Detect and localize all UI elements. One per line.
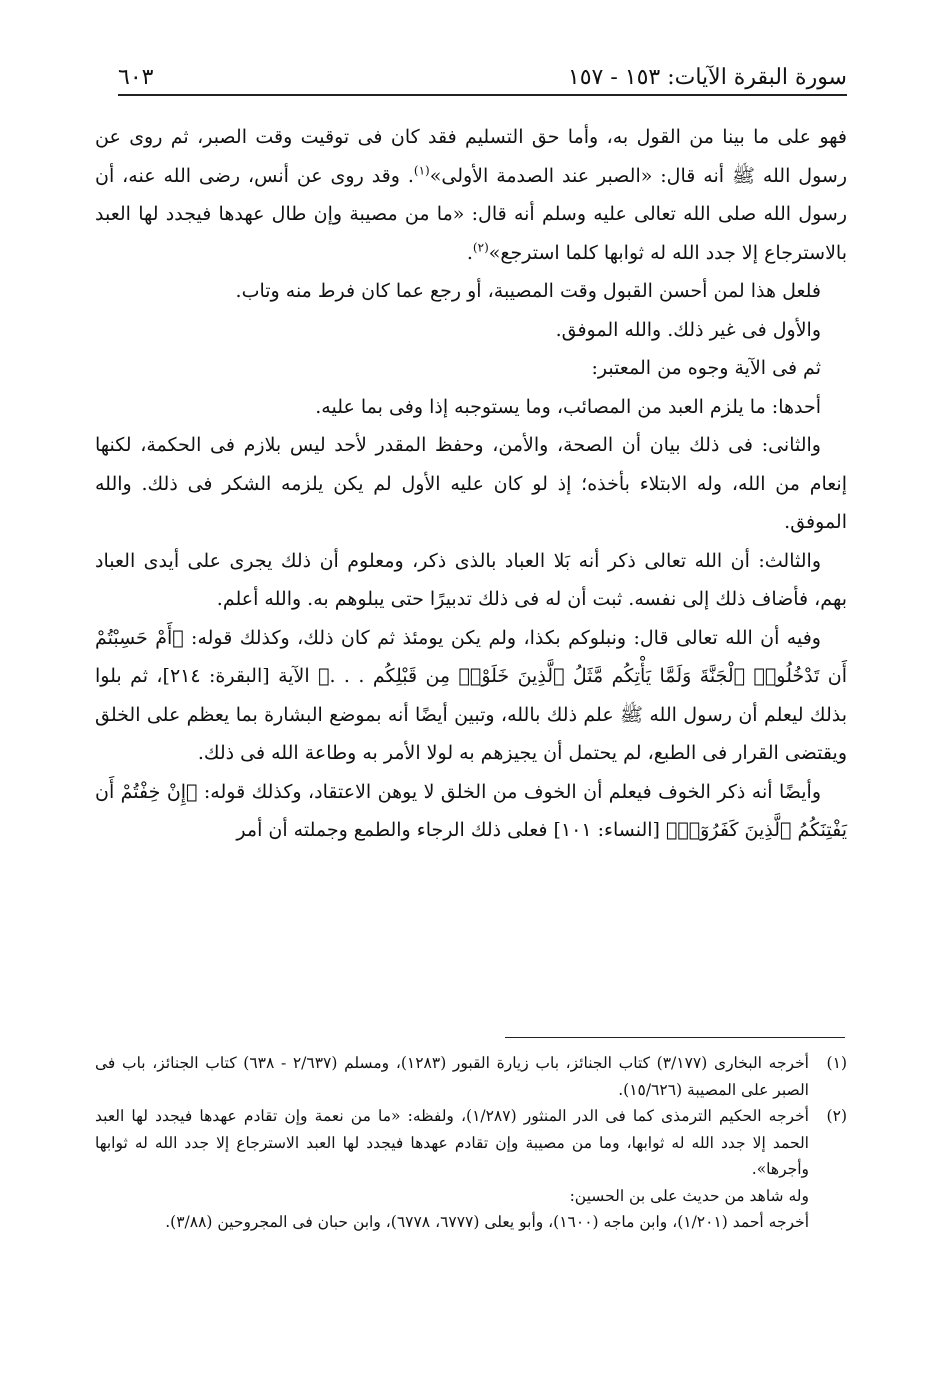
quran-verse-baqarah-214: ﴿أَمْ حَسِبْتُمْ أَن تَدْخُلُوا۟ ٱلْجَنَّةَ وَلَمَّا يَأْتِكُم مَّثَلُ ٱلَّذِينَ خَلَوْا۟ مِن قَبْلِكُم . . .﴾: [95, 626, 848, 687]
paragraph-9-rest: [النساء: ١٠١] فعلى ذلك الرجاء والطمع وجملته أن أمر: [236, 819, 666, 841]
quran-verse-nisa-101: ﴿إِنْ خِفْتُمْ أَن يَفْتِنَكُمُ ٱلَّذِينَ كَفَرُوٓا۟﴾: [95, 780, 847, 841]
footnotes: [95, 1050, 847, 1236]
paragraph-6: والثانى: فى ذلك بيان أن الصحة، والأمن، وحفظ المقدر لأحد ليس بلازم فى الحكمة، لكنها إنعام من الله، وله الابتلاء بأخذه؛ إذ لو كان عليه الأول لم يكن يلزمه الشكر فى ذلك. والله الموفق.: [95, 434, 847, 533]
paragraph-9: [95, 773, 847, 850]
paragraph-8: [95, 619, 847, 773]
footnote-2-text: أخرجه الحكيم الترمذى كما فى الدر المنثور (١/٢٨٧)، ولفظه: «ما من نعمة وإن تقادم عهدها فيجدد لها العبد الحمد إلا جدد الله له ثوابها، وما من مصيبة وإن تقادم عهدها فيجدد لها العبد الاسترجاع إلا جدد الله له ثوابها وأجرها».: [95, 1107, 809, 1178]
paragraph-4: ثم فى الآية وجوه من المعتبر:: [591, 357, 821, 379]
paragraph-3: والأول فى غير ذلك. والله الموفق.: [555, 318, 821, 341]
footnote-2-number: (٢): [826, 1107, 847, 1125]
footnote-ref-2[interactable]: (٢): [472, 240, 489, 255]
footnote-ref-1[interactable]: (١): [413, 163, 430, 178]
footnote-2-witness: وله شاهد من حديث على بن الحسين:: [569, 1186, 809, 1205]
running-header: [118, 52, 847, 96]
page-number: ٦٠٣: [118, 65, 154, 90]
paragraph-1-rest: . وقد روى عن أنس، رضى الله عنه، أن رسول الله صلى الله تعالى عليه وسلم أنه قال: «ما من مصيبة وإن طال عهدها فيجدد لها العبد بالاسترجاع إلا جدد الله له ثوابها كلما استرجع»: [95, 164, 847, 264]
paragraph-2: فلعل هذا لمن أحسن القبول وقت المصيبة، أو رجع عما كان فرط منه وتاب.: [235, 280, 821, 302]
footnote-2-sources: أخرجه أحمد (١/٢٠١)، وابن ماجه (١٦٠٠)، وأبو يعلى (٦٧٧٧، ٦٧٧٨)، وابن حبان فى المجروحين (٣/٨٨).: [165, 1213, 809, 1231]
header-title: سورة البقرة الآيات: ١٥٣ - ١٥٧: [567, 65, 847, 90]
main-text: [95, 118, 847, 850]
footnote-1-text: أخرجه البخارى (٣/١٧٧) كتاب الجنائز، باب زيارة القبور (١٢٨٣)، ومسلم (٢/٦٣٧ - ٦٣٨) كتاب الجنائز، باب فى الصبر على المصيبة (١٥/٦٢٦).: [95, 1054, 809, 1099]
paragraph-8-rest: الآية [البقرة: ٢١٤]، ثم بلوا بذلك ليعلم أن رسول الله ﷺ علم ذلك بالله، وتبين أيضًا أنه بموضع البشارة بما يعظم على الخلق ويقتضى القرار فى الطبع، لم يحتمل أن يجيزهم به لولا الأمر به وطاعة الله فى ذلك.: [95, 665, 847, 764]
paragraph-1-line1: فهو على ما بينا من القول به، وأما حق التسليم فقد كان فى توقيت وقت الصبر، ثم روى: [129, 126, 847, 148]
paragraph-8-intro: وفيه أن الله تعالى قال: ونبلوكم بكذا، ولم يكن يومئذ ثم كان ذلك، وكذلك قوله:: [183, 626, 821, 649]
footnote-1-number: (١): [826, 1054, 847, 1072]
paragraph-9-intro: وأيضًا أنه ذكر الخوف فيعلم أن الخوف من الخلق لا يوهن الاعتقاد، وكذلك قوله:: [197, 780, 821, 803]
paragraph-1: [95, 118, 847, 272]
footnote-2: [95, 1103, 847, 1183]
paragraph-5: أحدها: ما يلزم العبد من المصائب، وما يستوجبه إذا وفى بما عليه.: [315, 395, 821, 418]
footnote-divider: [505, 1037, 845, 1038]
paragraph-1-line2: عن رسول الله ﷺ أنه قال: «الصبر عند الصدمة الأولى»: [95, 126, 847, 187]
paragraph-1-end: .: [466, 241, 473, 264]
footnote-1: [95, 1050, 847, 1103]
paragraph-7: والثالث: أن الله تعالى ذكر أنه بَلا العباد بالذى ذكر، ومعلوم أن ذلك يجرى على أيدى العباد بهم، فأضاف ذلك إلى نفسه. ثبت أن له فى ذلك تدبيرًا حتى يبلوهم به. والله أعلم.: [95, 549, 847, 610]
